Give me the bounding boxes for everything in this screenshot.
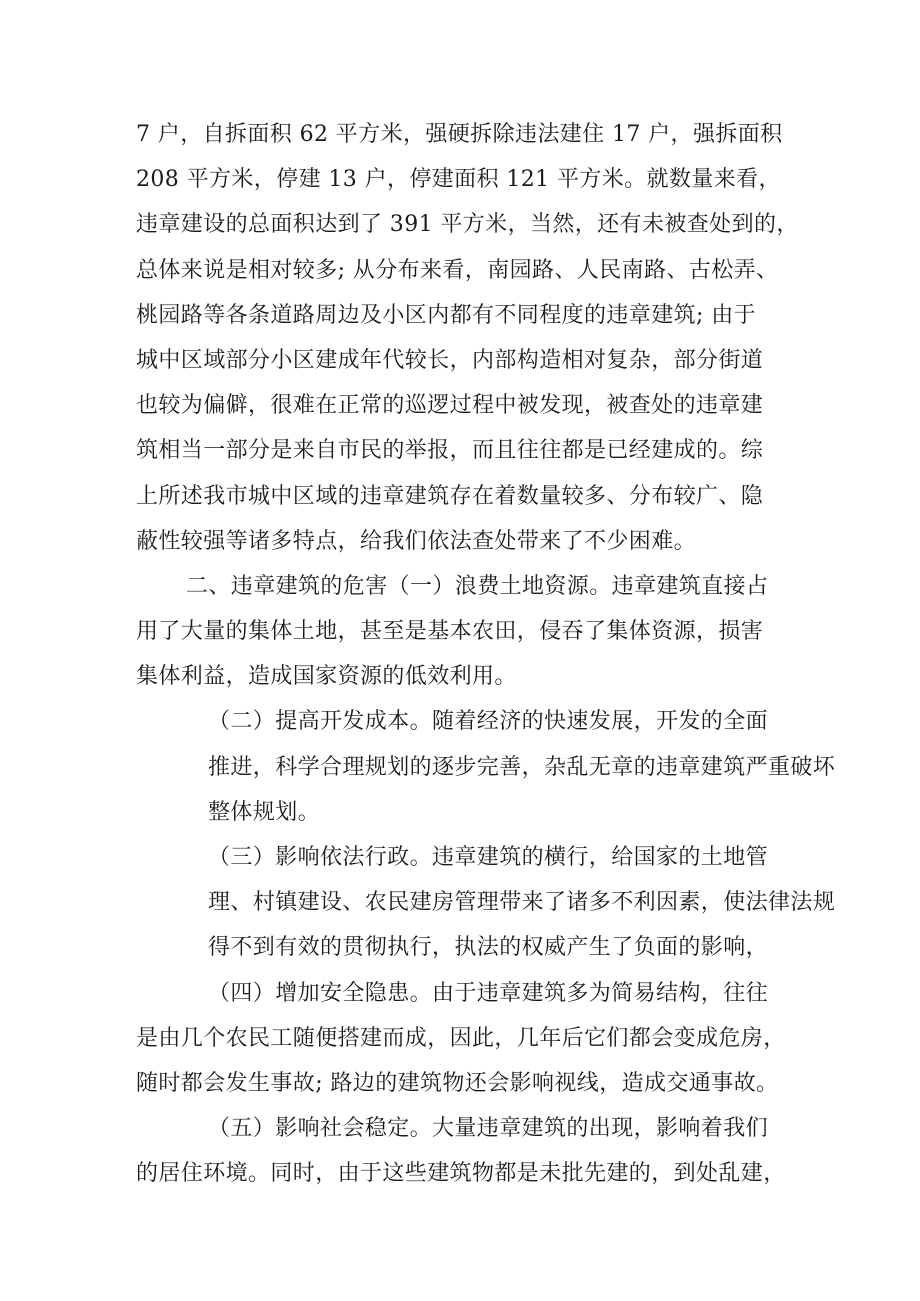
paragraph-harm-3 xyxy=(136,835,836,971)
text-line: 整体规划。 xyxy=(208,799,321,825)
text-line: （二）提高开发成本。随着经济的快速发展，开发的全面 xyxy=(208,709,769,735)
text-line: 蔽性较强等诸多特点，给我们依法查处带来了不少困难。 xyxy=(136,528,697,554)
text-line: （五）影响社会稳定。大量违章建筑的出现，影响着我们 xyxy=(208,1116,769,1142)
text-line: 违章建设的总面积达到了 391 平方米，当然，还有未被查处到的， xyxy=(136,212,799,238)
text-line: 也较为偏僻，很难在正常的巡逻过程中被发现，被查处的违章建 xyxy=(136,393,764,419)
text-line: （四）增加安全隐患。由于违章建筑多为简易结构，往往 xyxy=(208,980,769,1006)
text-line: 理、村镇建设、农民建房管理带来了诸多不利因素，使法律法规 xyxy=(208,890,836,916)
text-line: 得不到有效的贯彻执行，执法的权威产生了负面的影响， xyxy=(208,935,769,961)
text-line: 的居住环境。同时，由于这些建筑物都是未批先建的，到处乱建， xyxy=(136,1161,786,1187)
text-line: （三）影响依法行政。违章建筑的横行，给国家的土地管 xyxy=(208,845,769,870)
paragraph-harm-2 xyxy=(136,699,836,835)
text-line: 总体来说是相对较多; 从分布来看，南园路、人民南路、古松弄、 xyxy=(136,257,779,283)
text-line: 桃园路等各条道路周边及小区内都有不同程度的违章建筑; 由于 xyxy=(136,302,757,328)
text-line: 筑相当一部分是来自市民的举报，而且往往都是已经建成的。综 xyxy=(136,438,764,464)
text-line: 是由几个农民工随便搭建而成，因此，几年后它们都会变成危房， xyxy=(136,1025,786,1051)
text-line: 7 户，自拆面积 62 平方米，强硬拆除违法建住 17 户，强拆面积 xyxy=(136,122,783,147)
document-body xyxy=(136,112,836,1197)
text-line: 用了大量的集体土地，甚至是基本农田，侵吞了集体资源，损害 xyxy=(136,619,764,645)
paragraph-harm-5 xyxy=(136,1106,788,1196)
text-line: 集体利益，造成国家资源的低效利用。 xyxy=(136,664,517,690)
paragraph-harm-4 xyxy=(136,971,788,1107)
text-line: 上所述我市城中区域的违章建筑存在着数量较多、分布较广、隐 xyxy=(136,483,764,509)
text-line: 城中区域部分小区建成年代较长，内部构造相对复杂，部分街道 xyxy=(136,347,764,373)
text-line: 推进，科学合理规划的逐步完善，杂乱无章的违章建筑严重破坏 xyxy=(208,754,836,780)
text-line: 随时都会发生事故; 路边的建筑物还会影响视线，造成交通事故。 xyxy=(136,1070,779,1096)
text-line: 208 平方米，停建 13 户，停建面积 121 平方米。就数量来看， xyxy=(136,167,781,193)
paragraph-harm-1 xyxy=(136,564,788,700)
text-line: 二、违章建筑的危害（一）浪费土地资源。违章建筑直接占 xyxy=(186,573,769,599)
paragraph-statistics xyxy=(136,112,799,564)
